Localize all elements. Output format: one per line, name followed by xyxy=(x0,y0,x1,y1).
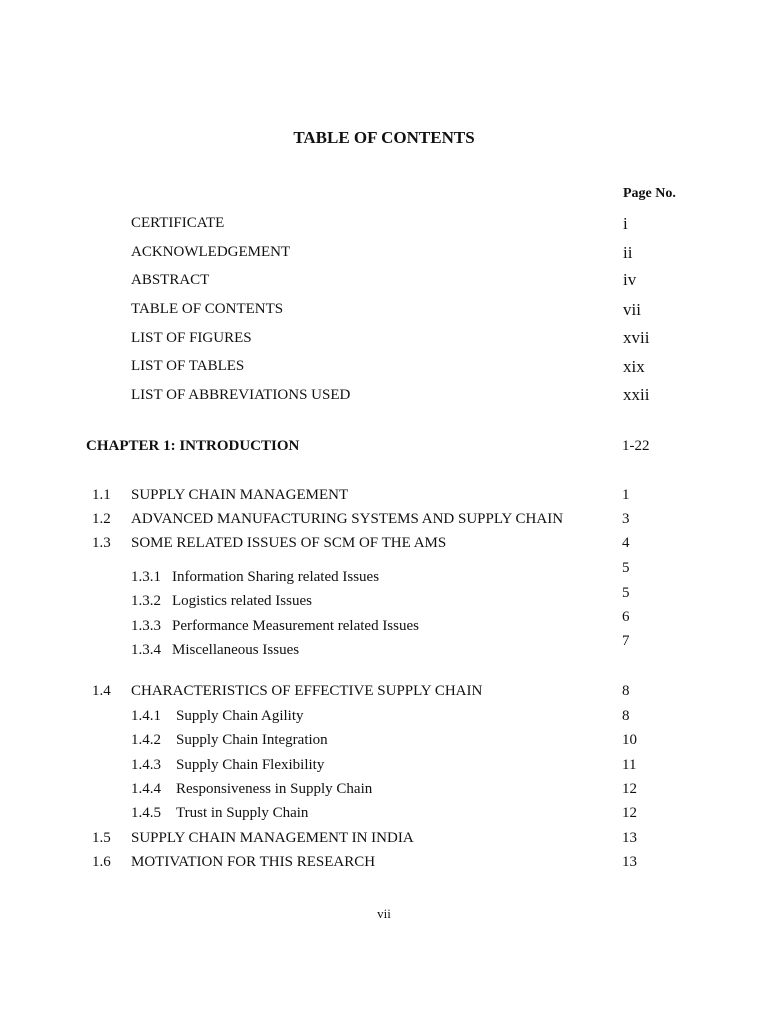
toc-page-certificate: i xyxy=(623,214,628,233)
section-page: 3 xyxy=(622,511,630,527)
subsection-title: Information Sharing related Issues xyxy=(172,569,380,585)
subsection-title: Supply Chain Flexibility xyxy=(176,757,325,773)
chapter-pages: 1-22 xyxy=(622,438,650,454)
toc-entry-table-of-contents: TABLE OF CONTENTS xyxy=(131,301,284,317)
section-title: SUPPLY CHAIN MANAGEMENT xyxy=(131,487,349,503)
subsection-page: 7 xyxy=(622,633,630,649)
toc-entry-list-of-abbreviations: LIST OF ABBREVIATIONS USED xyxy=(131,387,351,403)
subsection-page: 6 xyxy=(622,609,630,625)
subsection-number: 1.3.3 xyxy=(131,618,161,634)
section-page: 4 xyxy=(622,535,630,551)
subsection-number: 1.4.1 xyxy=(131,708,161,724)
section-number: 1.3 xyxy=(92,535,111,551)
subsection-title: Supply Chain Integration xyxy=(176,732,328,748)
section-number: 1.6 xyxy=(92,854,111,870)
subsection-number: 1.4.2 xyxy=(131,732,161,748)
toc-entry-acknowledgement: ACKNOWLEDGEMENT xyxy=(131,244,291,260)
section-page: 13 xyxy=(622,830,637,846)
section-number: 1.5 xyxy=(92,830,111,846)
subsection-page: 5 xyxy=(622,585,630,601)
section-number: 1.2 xyxy=(92,511,111,527)
section-page: 8 xyxy=(622,683,630,699)
toc-entry-abstract: ABSTRACT xyxy=(131,272,210,288)
toc-page-list-of-tables: xix xyxy=(623,357,645,376)
toc-entry-certificate: CERTIFICATE xyxy=(131,215,225,231)
subsection-number: 1.3.1 xyxy=(131,569,161,585)
subsection-title: Trust in Supply Chain xyxy=(176,805,309,821)
subsection-number: 1.4.3 xyxy=(131,757,161,773)
subsection-title: Logistics related Issues xyxy=(172,593,312,609)
toc-page-table-of-contents: vii xyxy=(623,300,641,319)
subsection-number: 1.4.4 xyxy=(131,781,161,797)
toc-entry-list-of-figures: LIST OF FIGURES xyxy=(131,330,252,346)
section-title: SOME RELATED ISSUES OF SCM OF THE AMS xyxy=(131,535,447,551)
subsection-title: Miscellaneous Issues xyxy=(172,642,300,658)
subsection-page: 8 xyxy=(622,708,630,724)
section-number: 1.1 xyxy=(92,487,111,503)
toc-page-abstract: iv xyxy=(623,270,637,289)
section-page: 13 xyxy=(622,854,637,870)
subsection-number: 1.4.5 xyxy=(131,805,161,821)
page-number-footer: vii xyxy=(377,906,391,921)
toc-page-list-of-figures: xvii xyxy=(623,328,650,347)
section-title: MOTIVATION FOR THIS RESEARCH xyxy=(131,854,376,870)
subsection-page: 5 xyxy=(622,560,630,576)
section-title: ADVANCED MANUFACTURING SYSTEMS AND SUPPLY CHAIN xyxy=(131,511,564,527)
subsection-page: 11 xyxy=(622,757,637,773)
subsection-page: 12 xyxy=(622,805,637,821)
subsection-page: 12 xyxy=(622,781,637,797)
chapter-heading: CHAPTER 1: INTRODUCTION xyxy=(86,438,300,454)
subsection-title: Performance Measurement related Issues xyxy=(172,618,419,634)
page-no-header: Page No. xyxy=(623,186,676,201)
page-title: TABLE OF CONTENTS xyxy=(293,128,475,147)
subsection-number: 1.3.4 xyxy=(131,642,161,658)
toc-entry-list-of-tables: LIST OF TABLES xyxy=(131,358,245,374)
toc-page-list-of-abbreviations: xxii xyxy=(623,385,650,404)
section-page: 1 xyxy=(622,487,630,503)
section-title: SUPPLY CHAIN MANAGEMENT IN INDIA xyxy=(131,830,414,846)
subsection-title: Supply Chain Agility xyxy=(176,708,304,724)
subsection-title: Responsiveness in Supply Chain xyxy=(176,781,373,797)
toc-page-acknowledgement: ii xyxy=(623,243,633,262)
section-number: 1.4 xyxy=(92,683,111,699)
subsection-page: 10 xyxy=(622,732,637,748)
subsection-number: 1.3.2 xyxy=(131,593,161,609)
section-title: CHARACTERISTICS OF EFFECTIVE SUPPLY CHAIN xyxy=(131,683,483,699)
